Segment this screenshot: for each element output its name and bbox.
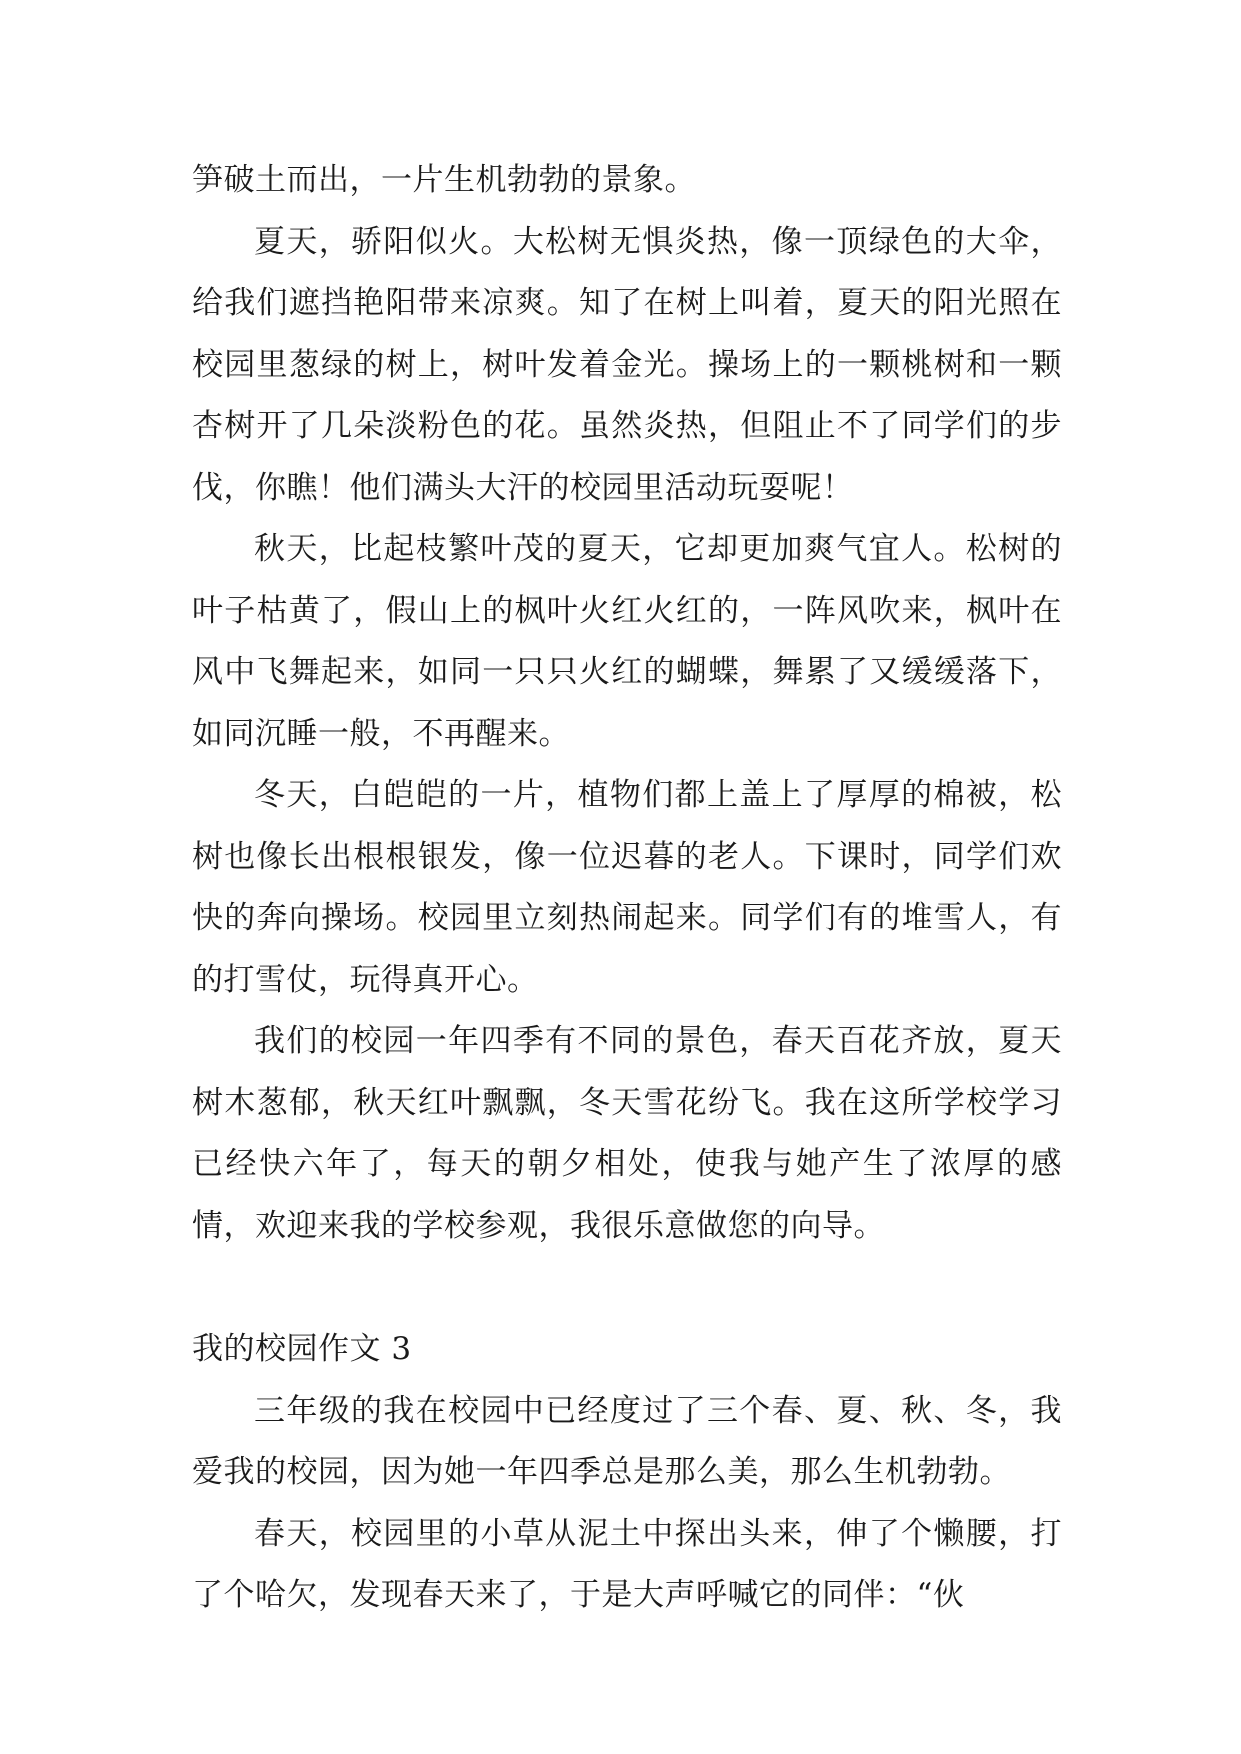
paragraph-spring: 春天，校园里的小草从泥土中探出头来，伸了个懒腰，打了个哈欠，发现春天来了，于是大声呼喊它的同伴：“伙	[192, 1515, 1062, 1613]
paragraph-conclusion: 我们的校园一年四季有不同的景色，春天百花齐放，夏天树木葱郁，秋天红叶飘飘，冬天雪花纷飞。我在这所学校学习已经快六年了，每天的朝夕相处，使我与她产生了浓厚的感情，欢迎来我的学校参观，我很乐意做您的向导。	[192, 1023, 1062, 1244]
document-body	[192, 150, 1062, 1627]
section-heading: 我的校园作文 3	[192, 1331, 412, 1367]
paragraph-winter: 冬天，白皑皑的一片，植物们都上盖上了厚厚的棉被，松树也像长出根根银发，像一位迟暮的老人。下课时，同学们欢快的奔向操场。校园里立刻热闹起来。同学们有的堆雪人，有的打雪仗，玩得真开心。	[192, 777, 1062, 998]
paragraph-continued: 笋破土而出，一片生机勃勃的景象。	[192, 162, 696, 198]
paragraph-intro: 三年级的我在校园中已经度过了三个春、夏、秋、冬，我爱我的校园，因为她一年四季总是那么美，那么生机勃勃。	[192, 1392, 1062, 1490]
paragraph-autumn: 秋天，比起枝繁叶茂的夏天，它却更加爽气宜人。松树的叶子枯黄了，假山上的枫叶火红火红的，一阵风吹来，枫叶在风中飞舞起来，如同一只只火红的蝴蝶，舞累了又缓缓落下，如同沉睡一般，不再醒来。	[192, 531, 1062, 752]
paragraph-summer: 夏天，骄阳似火。大松树无惧炎热，像一顶绿色的大伞，给我们遮挡艳阳带来凉爽。知了在树上叫着，夏天的阳光照在校园里葱绿的树上，树叶发着金光。操场上的一颗桃树和一颗杏树开了几朵淡粉色的花。虽然炎热，但阻止不了同学们的步伐，你瞧！他们满头大汗的校园里活动玩耍呢！	[192, 223, 1062, 506]
